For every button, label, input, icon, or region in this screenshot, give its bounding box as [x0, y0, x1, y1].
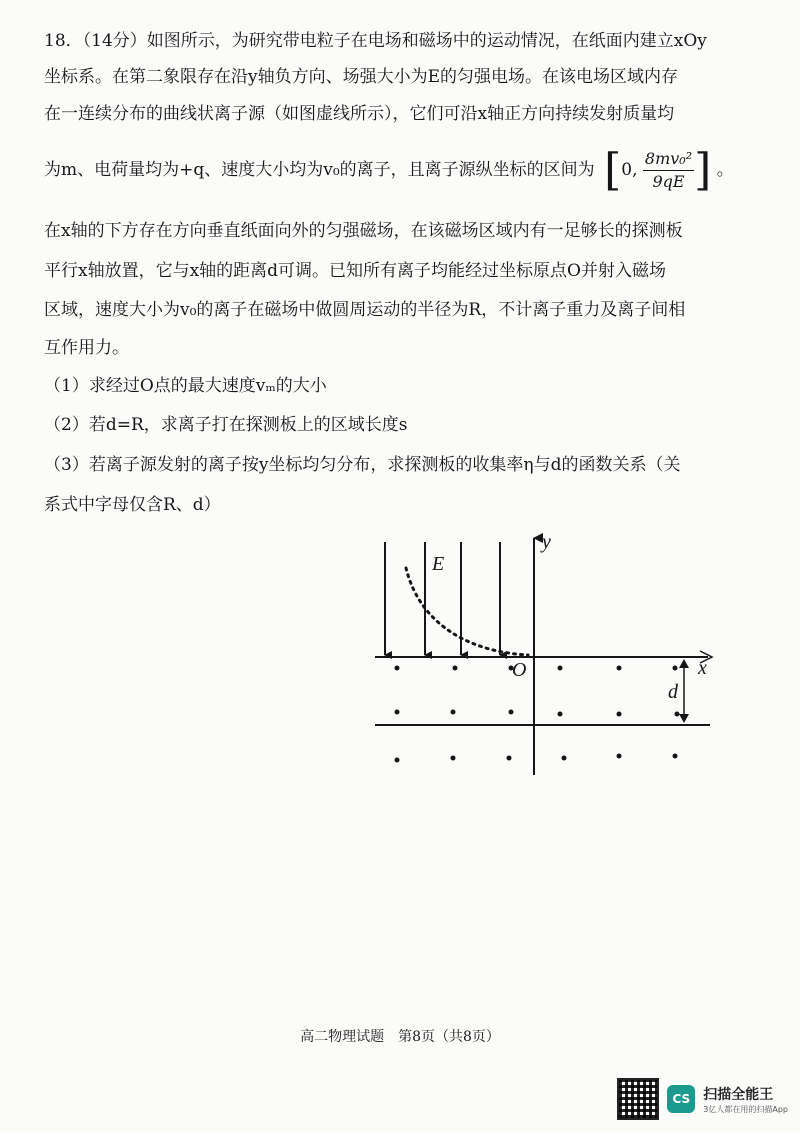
page-footer: 高二物理试题 第8页（共8页） — [300, 1029, 500, 1045]
qr-code-icon — [617, 1078, 659, 1120]
question-3-line-2: 系式中字母仅含R、d） — [44, 495, 221, 515]
field-diagram — [370, 530, 720, 780]
problem-line-5: 在x轴的下方存在方向垂直纸面向外的匀强磁场，在该磁场区域内有一足够长的探测板 — [44, 221, 683, 241]
interval-fraction — [643, 150, 694, 191]
watermark-title: 扫描全能王 — [703, 1086, 774, 1103]
question-1: （1）求经过O点的最大速度vₘ的大小 — [44, 376, 327, 396]
source-interval: [0, $\frac{\text{8mv₀²}}{9qE}$ ] — [604, 144, 712, 196]
problem-line-1: 18．（14分）如图所示，为研究带电粒子在电场和磁场中的运动情况，在纸面内建立xOy — [44, 31, 707, 51]
problem-line-8: 互作用力。 — [44, 338, 129, 358]
problem-line-7: 区域，速度大小为v₀的离子在磁场中做圆周运动的半径为R，不计离子重力及离子间相 — [44, 300, 686, 320]
label-d: d — [668, 681, 678, 703]
question-2: （2）若d=R，求离子打在探测板上的区域长度s — [44, 415, 408, 435]
problem-line-2: 坐标系。在第二象限存在沿y轴负方向、场强大小为E的匀强电场。在该电场区域内存 — [44, 67, 679, 87]
problem-line-4 — [44, 144, 734, 196]
problem-line-3: 在一连续分布的曲线状离子源（如图虚线所示），它们可沿x轴正方向持续发射质量均 — [44, 104, 675, 124]
problem-line-4-text: 为m、电荷量均为+q、速度大小均为v₀的离子，且离子源纵坐标的区间为 — [44, 160, 595, 180]
problem-line-4-end: 。 — [716, 160, 734, 180]
label-O: O — [512, 659, 527, 681]
magnetic-field-dots — [395, 666, 680, 763]
question-3-line-1: （3）若离子源发射的离子按y坐标均匀分布，求探测板的收集率η与d的函数关系（关 — [44, 455, 681, 475]
problem-line-6: 平行x轴放置，它与x轴的距离d可调。已知所有离子均能经过坐标原点O并射入磁场 — [44, 261, 666, 281]
watermark-subtitle: 3亿人都在用的扫描App — [703, 1104, 788, 1114]
fraction-numerator: 8mv₀² — [643, 150, 694, 171]
camscanner-logo: CS — [667, 1085, 695, 1113]
label-x: x — [698, 657, 707, 679]
fraction-denominator: 9qE — [652, 172, 685, 191]
label-y: y — [542, 531, 551, 553]
label-E: E — [432, 553, 445, 575]
scanner-watermark — [617, 1078, 788, 1120]
interval-left: 0, — [621, 160, 638, 180]
